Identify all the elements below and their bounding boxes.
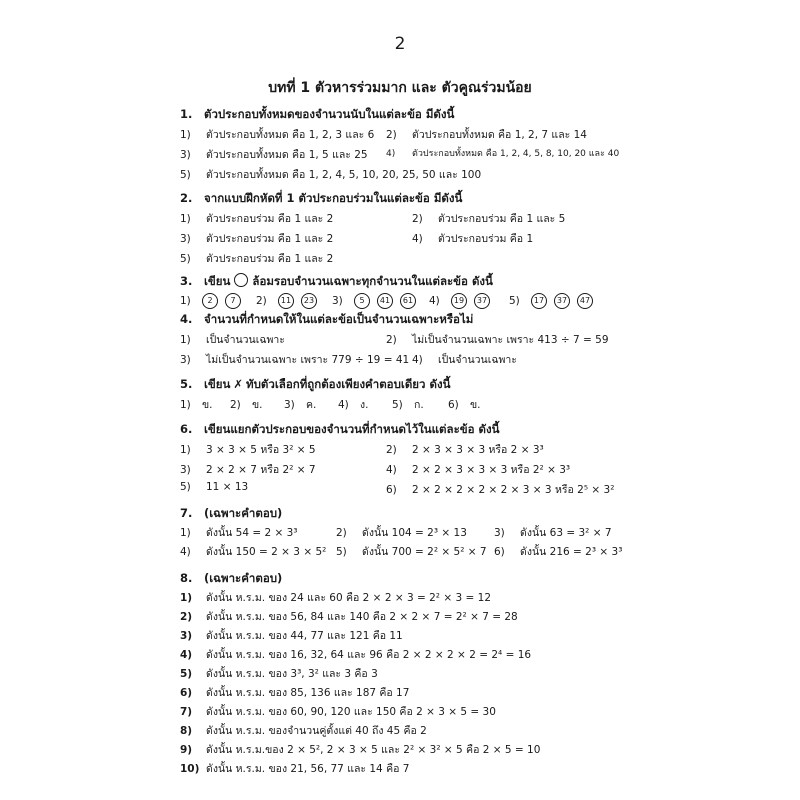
section-heading-text: จากแบบฝึกหัดที่ 1 ตัวประกอบร่วมในแต่ละข้อ มีดังนี้ bbox=[204, 191, 463, 205]
item-number: 3) bbox=[180, 630, 193, 642]
section-heading-text-a: เขียน bbox=[204, 377, 231, 391]
item-text: ค. bbox=[306, 399, 317, 411]
item-number: 1) bbox=[180, 399, 191, 411]
answer-item bbox=[494, 543, 622, 560]
answer-item bbox=[180, 760, 409, 777]
item-text: เป็นจำนวนเฉพาะ bbox=[438, 354, 517, 366]
item-text: ดังนั้น 150 = 2 × 3 × 5² bbox=[206, 546, 327, 558]
item-number: 2) bbox=[386, 444, 397, 456]
item-number: 3) bbox=[180, 149, 191, 161]
item-text: ดังนั้น 700 = 2² × 5² × 7 bbox=[362, 546, 487, 558]
x-mark-icon: ✗ bbox=[233, 377, 244, 391]
item-text: ก. bbox=[414, 399, 424, 411]
item-text: ข. bbox=[252, 399, 263, 411]
section-4-heading bbox=[180, 311, 473, 329]
answer-item bbox=[412, 351, 517, 368]
item-text: ดังนั้น 54 = 2 × 3³ bbox=[206, 527, 298, 539]
answer-item bbox=[180, 396, 213, 413]
item-number: 10) bbox=[180, 763, 200, 775]
item-text: ตัวประกอบร่วม คือ 1 และ 2 bbox=[206, 213, 334, 225]
section-heading-text: จำนวนที่กำหนดให้ในแต่ละข้อเป็นจำนวนเฉพาะหรือไม่ bbox=[204, 312, 474, 326]
section-heading-text: (เฉพาะคำตอบ) bbox=[204, 571, 283, 585]
circled-number: 17 bbox=[531, 293, 547, 309]
answer-item bbox=[386, 146, 619, 160]
answer-item bbox=[284, 396, 316, 413]
item-number: 5) bbox=[180, 169, 191, 181]
answer-item bbox=[180, 589, 491, 606]
item-number: 8) bbox=[180, 725, 193, 737]
item-text: ดังนั้น ห.ร.ม. ของ 3³, 3² และ 3 คือ 3 bbox=[206, 668, 378, 680]
answer-item bbox=[230, 396, 263, 413]
item-number: 4) bbox=[338, 399, 349, 411]
answer-item bbox=[386, 481, 614, 498]
answer-item bbox=[180, 684, 409, 701]
answer-item bbox=[180, 543, 326, 560]
circled-group bbox=[509, 293, 600, 309]
item-number: 4) bbox=[412, 354, 423, 366]
answer-item bbox=[336, 543, 487, 560]
item-number: 2) bbox=[256, 295, 267, 307]
answer-item bbox=[180, 331, 285, 348]
answer-item bbox=[338, 396, 368, 413]
item-text: ดังนั้น ห.ร.ม. ของ 16, 32, 64 และ 96 คือ 2 × 2 × 2 × 2 = 2⁴ = 16 bbox=[206, 649, 532, 661]
section-number: 5. bbox=[180, 377, 193, 391]
item-text: ไม่เป็นจำนวนเฉพาะ เพราะ 413 ÷ 7 = 59 bbox=[412, 334, 609, 346]
item-number: 5) bbox=[180, 481, 191, 493]
circled-number: 41 bbox=[377, 293, 393, 309]
item-number: 2) bbox=[180, 611, 193, 623]
item-number: 5) bbox=[509, 295, 520, 307]
circled-number: 37 bbox=[474, 293, 490, 309]
section-number: 2. bbox=[180, 191, 193, 205]
answer-item bbox=[448, 396, 481, 413]
answer-item bbox=[180, 166, 481, 183]
chapter-title: บทที่ 1 ตัวหารร่วมมาก และ ตัวคูณร่วมน้อย bbox=[268, 80, 532, 96]
item-number: 5) bbox=[180, 668, 193, 680]
page-number: 2 bbox=[394, 34, 406, 54]
section-heading-text: (เฉพาะคำตอบ) bbox=[204, 506, 283, 520]
item-number: 2) bbox=[412, 213, 423, 225]
circled-group bbox=[332, 293, 423, 309]
item-text: 2 × 2 × 7 หรือ 2² × 7 bbox=[206, 464, 316, 476]
circled-number: 19 bbox=[451, 293, 467, 309]
item-text: ข. bbox=[202, 399, 213, 411]
item-number: 4) bbox=[412, 233, 423, 245]
item-number: 6) bbox=[494, 546, 505, 558]
answer-item bbox=[180, 524, 298, 541]
item-number: 3) bbox=[284, 399, 295, 411]
section-number: 6. bbox=[180, 422, 193, 436]
item-number: 4) bbox=[429, 295, 440, 307]
item-number: 1) bbox=[180, 295, 191, 307]
item-number: 3) bbox=[332, 295, 343, 307]
item-number: 5) bbox=[180, 253, 191, 265]
item-text: ดังนั้น ห.ร.ม. ของจำนวนคู่ตั้งแต่ 40 ถึง 45 คือ 2 bbox=[206, 725, 427, 737]
item-number: 4) bbox=[180, 546, 191, 558]
section-7-heading bbox=[180, 505, 282, 523]
answer-item bbox=[386, 331, 609, 348]
section-heading-text: ตัวประกอบทั้งหมดของจำนวนนับในแต่ละข้อ มีดังนี้ bbox=[204, 107, 455, 121]
section-number: 1. bbox=[180, 107, 193, 121]
item-text: ตัวประกอบทั้งหมด คือ 1, 5 และ 25 bbox=[206, 149, 368, 161]
item-number: 6) bbox=[180, 687, 193, 699]
answer-item bbox=[412, 230, 533, 247]
item-number: 3) bbox=[180, 233, 191, 245]
item-number: 4) bbox=[180, 649, 193, 661]
item-number: 4) bbox=[386, 149, 396, 159]
answer-item bbox=[180, 210, 333, 227]
item-number: 6) bbox=[386, 484, 397, 496]
section-number: 8. bbox=[180, 571, 193, 585]
answer-item bbox=[386, 441, 544, 458]
item-number: 1) bbox=[180, 213, 191, 225]
item-text: ดังนั้น ห.ร.ม. ของ 60, 90, 120 และ 150 คือ 2 × 3 × 5 = 30 bbox=[206, 706, 496, 718]
section-number: 3. bbox=[180, 274, 193, 288]
item-text: ตัวประกอบร่วม คือ 1 และ 2 bbox=[206, 253, 334, 265]
section-heading-text-b: ล้อมรอบจำนวนเฉพาะทุกจำนวนในแต่ละข้อ ดังนี้ bbox=[252, 274, 493, 288]
answer-item bbox=[180, 461, 316, 478]
item-text: ดังนั้น 216 = 2³ × 3³ bbox=[520, 546, 623, 558]
item-number: 1) bbox=[180, 527, 191, 539]
item-text: ไม่เป็นจำนวนเฉพาะ เพราะ 779 ÷ 19 = 41 bbox=[206, 354, 410, 366]
circled-group bbox=[256, 293, 324, 309]
item-text: 2 × 2 × 3 × 3 × 3 หรือ 2² × 3³ bbox=[412, 464, 571, 476]
section-5-heading bbox=[180, 376, 450, 394]
answer-item bbox=[180, 608, 518, 625]
item-text: ดังนั้น ห.ร.ม. ของ 21, 56, 77 และ 14 คือ 7 bbox=[206, 763, 410, 775]
answer-item bbox=[180, 703, 496, 720]
item-text: 11 × 13 bbox=[206, 481, 249, 493]
section-heading-text-a: เขียน bbox=[204, 274, 231, 288]
item-text: 3 × 3 × 5 หรือ 3² × 5 bbox=[206, 444, 316, 456]
item-number: 2) bbox=[336, 527, 347, 539]
section-8-heading bbox=[180, 570, 282, 588]
item-text: ดังนั้น 104 = 2³ × 13 bbox=[362, 527, 467, 539]
section-heading-text: เขียนแยกตัวประกอบของจำนวนที่กำหนดไว้ในแต่ละข้อ ดังนี้ bbox=[204, 422, 500, 436]
item-number: 3) bbox=[494, 527, 505, 539]
circled-number: 2 bbox=[202, 293, 218, 309]
item-text: ข. bbox=[470, 399, 481, 411]
answer-item bbox=[180, 441, 316, 458]
circle-outline-icon bbox=[234, 273, 248, 287]
item-text: ดังนั้น ห.ร.ม. ของ 24 และ 60 คือ 2 × 2 × 3 = 2² × 3 = 12 bbox=[206, 592, 492, 604]
answer-item bbox=[180, 146, 368, 163]
item-number: 2) bbox=[386, 334, 397, 346]
item-text: เป็นจำนวนเฉพาะ bbox=[206, 334, 285, 346]
circled-number: 5 bbox=[354, 293, 370, 309]
item-number: 5) bbox=[336, 546, 347, 558]
item-number: 1) bbox=[180, 129, 191, 141]
answer-item bbox=[392, 396, 424, 413]
item-text: ดังนั้น 63 = 3² × 7 bbox=[520, 527, 612, 539]
item-number: 4) bbox=[386, 464, 397, 476]
section-number: 7. bbox=[180, 506, 193, 520]
item-text: ตัวประกอบทั้งหมด คือ 1, 2, 4, 5, 8, 10, 20 และ 40 bbox=[412, 149, 620, 159]
section-1-heading bbox=[180, 106, 454, 124]
item-text: ดังนั้น ห.ร.ม. ของ 85, 136 และ 187 คือ 17 bbox=[206, 687, 410, 699]
item-text: ตัวประกอบทั้งหมด คือ 1, 2, 7 และ 14 bbox=[412, 129, 587, 141]
circled-number: 37 bbox=[554, 293, 570, 309]
item-text: ตัวประกอบร่วม คือ 1 bbox=[438, 233, 534, 245]
item-text: 2 × 2 × 2 × 2 × 2 × 3 × 3 หรือ 2⁵ × 3² bbox=[412, 484, 615, 496]
answer-item bbox=[180, 126, 374, 143]
circled-group bbox=[180, 293, 248, 309]
circled-number: 61 bbox=[400, 293, 416, 309]
item-text: ตัวประกอบร่วม คือ 1 และ 2 bbox=[206, 233, 334, 245]
answer-item bbox=[180, 230, 333, 247]
answer-item bbox=[180, 481, 248, 493]
item-number: 5) bbox=[392, 399, 403, 411]
item-number: 1) bbox=[180, 444, 191, 456]
item-number: 6) bbox=[448, 399, 459, 411]
answer-item bbox=[386, 126, 587, 143]
answer-item bbox=[386, 461, 570, 478]
item-text: ดังนั้น ห.ร.ม. ของ 44, 77 และ 121 คือ 11 bbox=[206, 630, 403, 642]
item-number: 3) bbox=[180, 464, 191, 476]
item-text: ดังนั้น ห.ร.ม. ของ 56, 84 และ 140 คือ 2 × 2 × 7 = 2² × 7 = 28 bbox=[206, 611, 518, 623]
section-6-heading bbox=[180, 421, 499, 439]
item-text: ง. bbox=[360, 399, 369, 411]
answer-item bbox=[180, 646, 531, 663]
item-number: 9) bbox=[180, 744, 193, 756]
section-2-heading bbox=[180, 190, 462, 208]
item-number: 1) bbox=[180, 592, 193, 604]
answer-item bbox=[180, 250, 333, 267]
item-number: 3) bbox=[180, 354, 191, 366]
answer-item bbox=[180, 351, 409, 368]
answer-item bbox=[494, 524, 612, 541]
circled-number: 23 bbox=[301, 293, 317, 309]
item-number: 7) bbox=[180, 706, 193, 718]
answer-item bbox=[180, 741, 540, 758]
answer-item bbox=[180, 627, 403, 644]
item-text: ตัวประกอบร่วม คือ 1 และ 5 bbox=[438, 213, 566, 225]
item-number: 1) bbox=[180, 334, 191, 346]
circled-group bbox=[429, 293, 497, 309]
answer-item bbox=[180, 722, 427, 739]
section-3-heading bbox=[180, 273, 493, 291]
item-text: ดังนั้น ห.ร.ม.ของ 2 × 5², 2 × 3 × 5 และ 2² × 3² × 5 คือ 2 × 5 = 10 bbox=[206, 744, 541, 756]
circled-number: 11 bbox=[278, 293, 294, 309]
circled-number: 7 bbox=[225, 293, 241, 309]
item-number: 2) bbox=[386, 129, 397, 141]
section-number: 4. bbox=[180, 312, 193, 326]
item-text: ตัวประกอบทั้งหมด คือ 1, 2, 4, 5, 10, 20, 25, 50 และ 100 bbox=[206, 169, 482, 181]
section-heading-text-b: ทับตัวเลือกที่ถูกต้องเพียงคำตอบเดียว ดังนี้ bbox=[246, 377, 451, 391]
item-number: 2) bbox=[230, 399, 241, 411]
item-text: ตัวประกอบทั้งหมด คือ 1, 2, 3 และ 6 bbox=[206, 129, 375, 141]
item-text: 2 × 3 × 3 × 3 หรือ 2 × 3³ bbox=[412, 444, 544, 456]
answer-item bbox=[412, 210, 565, 227]
circled-number: 47 bbox=[577, 293, 593, 309]
answer-item bbox=[180, 665, 378, 682]
answer-item bbox=[336, 524, 467, 541]
